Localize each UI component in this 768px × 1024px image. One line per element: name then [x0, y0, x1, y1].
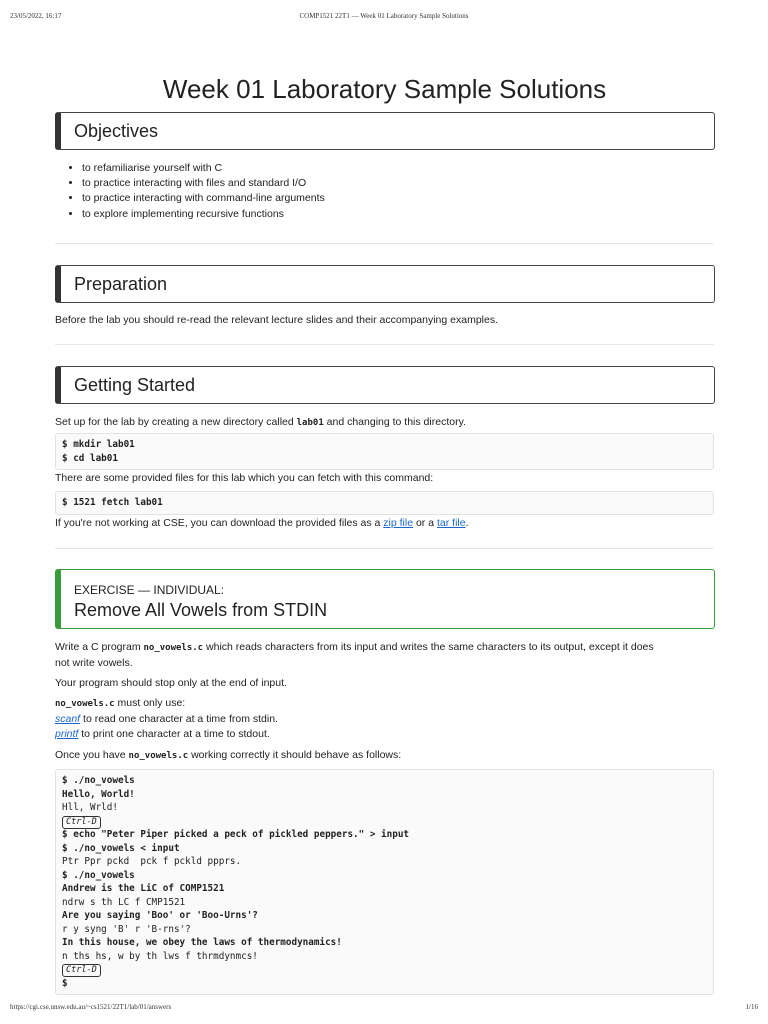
- code-line: $ cd lab01: [62, 452, 118, 464]
- setup-paragraph: [55, 415, 714, 431]
- terminal-session: [55, 769, 714, 995]
- code-line: $: [62, 977, 68, 989]
- code-line: $ ./no_vowels < input: [62, 842, 180, 854]
- exercise-label: EXERCISE — INDIVIDUAL:: [74, 583, 225, 597]
- list-item: • to practice interacting with command-line arguments: [82, 191, 325, 206]
- code-line: Ptr Ppr pckd pck f pckld ppprs.: [62, 856, 242, 867]
- code-line: $ echo "Peter Piper picked a peck of pickled peppers." > input: [62, 829, 410, 840]
- code-line: r y syng 'B' r 'B-rns'?: [62, 923, 191, 935]
- scanf-link[interactable]: scanf: [55, 713, 81, 725]
- code-line: Are you saying 'Boo' or 'Boo-Urns'?: [62, 910, 258, 921]
- restrictions-text: must only use:: [114, 697, 186, 709]
- list-item: • to explore implementing recursive functions: [82, 207, 325, 222]
- list-item: • to refamiliarise yourself with C: [82, 161, 325, 176]
- code-line: Hello, World!: [62, 788, 135, 800]
- list-item: • to practice interacting with files and standard I/O: [82, 176, 325, 191]
- code-line-key: [62, 815, 707, 829]
- download-paragraph: [55, 516, 714, 531]
- code-line: Hll, Wrld!: [62, 802, 118, 813]
- ctrl-d-key: Ctrl-D: [62, 816, 101, 829]
- divider: [55, 243, 714, 244]
- code-line: $ ./no_vowels: [62, 775, 135, 786]
- printf-text: to print one character at a time to stdout.: [78, 728, 270, 740]
- print-header: [10, 12, 758, 20]
- exercise-header: [55, 569, 715, 629]
- objectives-list: [55, 161, 325, 222]
- preparation-header: [55, 265, 715, 303]
- objectives-header: [55, 112, 715, 150]
- exercise-heading: Remove All Vowels from STDIN: [74, 600, 328, 620]
- code-line: $ 1521 fetch lab01: [62, 497, 163, 508]
- zip-file-link[interactable]: zip file: [383, 517, 414, 529]
- objectives-heading: Objectives: [74, 121, 159, 141]
- exercise-description: [55, 640, 714, 671]
- setup-text: Set up for the lab by creating a new directory called: [55, 416, 297, 428]
- ctrl-d-key: Ctrl-D: [62, 964, 101, 977]
- print-title: COMP1521 22T1 — Week 01 Laboratory Sample Solutions: [299, 12, 469, 20]
- program-name: no_vowels.c: [55, 699, 115, 709]
- exercise-text: not write vowels.: [55, 657, 133, 669]
- code-line: n ths hs, w by th lws f thrmdynmcs!: [62, 950, 258, 962]
- program-name: no_vowels.c: [128, 751, 189, 761]
- code-line: $ mkdir lab01: [62, 439, 135, 450]
- preparation-text: Before the lab you should re-read the relevant lecture slides and their accompanying examples.: [55, 314, 499, 326]
- printf-link[interactable]: printf: [55, 728, 79, 740]
- code-line-key: [62, 963, 707, 977]
- getting-started-header: [55, 366, 715, 404]
- code-line: Andrew is the LiC of COMP1521: [62, 883, 225, 894]
- divider: [55, 548, 714, 549]
- tar-file-link[interactable]: tar file: [436, 517, 466, 529]
- getting-started-heading: Getting Started: [74, 375, 196, 395]
- fetch-paragraph: There are some provided files for this lab which you can fetch with this command:: [55, 472, 434, 484]
- exercise-text: which reads characters from its input and writes the same characters to its output, except it does: [203, 641, 654, 653]
- exercise-text: Write a C program: [55, 641, 144, 653]
- scanf-text: to read one character at a time from stdin.: [80, 713, 278, 725]
- download-text: .: [465, 517, 469, 529]
- print-page-number: 1/16: [745, 1003, 758, 1011]
- code-line: $ ./no_vowels: [62, 869, 135, 881]
- download-text: or a: [413, 517, 437, 529]
- print-date: 23/05/2022, 16:17: [10, 12, 62, 20]
- code-line: In this house, we obey the laws of thermodynamics!: [62, 937, 342, 948]
- behaviour-paragraph: [55, 748, 714, 764]
- code-block-setup: [55, 433, 714, 470]
- dir-name: lab01: [296, 418, 324, 428]
- restrictions-paragraph: [55, 696, 714, 742]
- stop-paragraph: Your program should stop only at the end of input.: [55, 677, 287, 689]
- download-text: If you're not working at CSE, you can download the provided files as a: [55, 517, 384, 529]
- code-line: ndrw s th LC f CMP1521: [62, 896, 186, 908]
- page-title: Week 01 Laboratory Sample Solutions: [162, 74, 607, 104]
- setup-text: and changing to this directory.: [323, 416, 466, 428]
- preparation-heading: Preparation: [74, 274, 168, 294]
- code-block-fetch: [55, 491, 714, 515]
- behaviour-text: working correctly it should behave as follows:: [188, 749, 402, 761]
- behaviour-text: Once you have: [55, 749, 129, 761]
- program-name: no_vowels.c: [143, 643, 204, 653]
- print-url: https://cgi.cse.unsw.edu.au/~cs1521/22T1/lab/01/answers: [10, 1003, 172, 1011]
- divider: [55, 344, 714, 345]
- print-footer: [10, 1003, 758, 1011]
